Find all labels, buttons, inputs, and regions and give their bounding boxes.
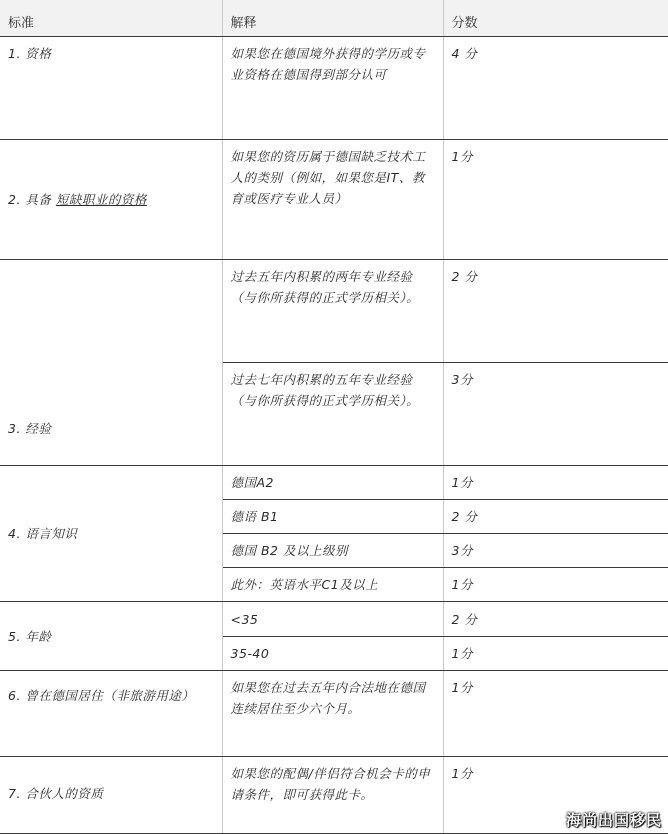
points-cell: 3分 xyxy=(443,534,668,568)
points-cell: 2 分 xyxy=(443,260,668,363)
points-cell: 1分 xyxy=(443,757,668,834)
criterion-prefix: 2. 具备 xyxy=(8,192,56,208)
explanation-cell: 如果您的资历属于德国缺乏技术工人的类别（例如，如果您是IT、教育或医疗专业人员） xyxy=(222,139,443,260)
points-cell: 1分 xyxy=(443,636,668,670)
explanation-cell: 过去五年内积累的两年专业经验（与你所获得的正式学历相关）。 xyxy=(222,260,443,363)
criterion-experience: 3. 经验 xyxy=(0,260,222,465)
points-cell: 2 分 xyxy=(443,499,668,533)
criterion-language: 4. 语言知识 xyxy=(0,465,222,602)
header-explanation: 解释 xyxy=(222,0,443,37)
table-header-row xyxy=(0,0,668,37)
criterion-qualification: 1. 资格 xyxy=(0,37,222,140)
explanation-cell: 35-40 xyxy=(222,636,443,670)
criterion-partner-qualification: 7. 合伙人的资质 xyxy=(0,757,222,834)
table-row xyxy=(0,260,668,363)
table-row xyxy=(0,465,668,499)
table-row xyxy=(0,602,668,636)
header-criterion: 标准 xyxy=(0,0,222,37)
points-cell: 4 分 xyxy=(443,37,668,140)
table-row xyxy=(0,670,668,757)
explanation-cell: 过去七年内积累的五年专业经验（与你所获得的正式学历相关）。 xyxy=(222,363,443,466)
explanation-cell: <35 xyxy=(222,602,443,636)
explanation-cell: 德语 B1 xyxy=(222,499,443,533)
shortage-occupation-link[interactable]: 短缺职业的资格 xyxy=(55,192,147,208)
explanation-cell: 德国 B2 及以上级别 xyxy=(222,534,443,568)
criterion-prior-residence: 6. 曾在德国居住（非旅游用途） xyxy=(0,670,222,757)
points-cell: 1分 xyxy=(443,465,668,499)
table-row xyxy=(0,139,668,260)
points-cell: 2 分 xyxy=(443,602,668,636)
criterion-age: 5. 年龄 xyxy=(0,602,222,670)
header-points: 分数 xyxy=(443,0,668,37)
points-cell: 1分 xyxy=(443,670,668,757)
points-cell: 1分 xyxy=(443,139,668,260)
points-cell: 3分 xyxy=(443,363,668,466)
explanation-cell: 德国A2 xyxy=(222,465,443,499)
watermark-text: 海尚出国移民 xyxy=(565,811,662,829)
table-row xyxy=(0,37,668,140)
criterion-shortage-occupation xyxy=(0,139,222,260)
explanation-cell: 此外：英语水平C1及以上 xyxy=(222,568,443,602)
explanation-cell: 如果您在德国境外获得的学历或专业资格在德国得到部分认可 xyxy=(222,37,443,140)
points-cell: 1分 xyxy=(443,568,668,602)
explanation-cell: 如果您的配偶/伴侣符合机会卡的申请条件，即可获得此卡。 xyxy=(222,757,443,834)
explanation-cell: 如果您在过去五年内合法地在德国连续居住至少六个月。 xyxy=(222,670,443,757)
